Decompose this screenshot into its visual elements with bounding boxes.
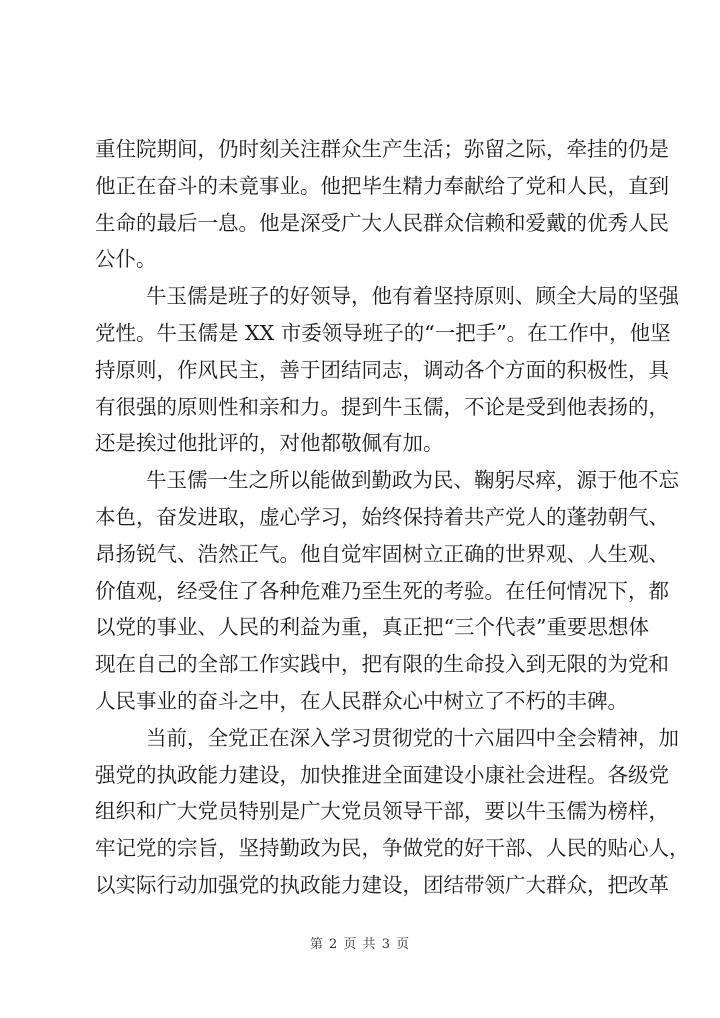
text-line: 牢记党的宗旨，坚持勤政为民，争做党的好干部、人民的贴心人， [95,836,690,861]
page-number-footer: 第 2 页 共 3 页 [309,937,411,952]
text-line: 组织和广大党员特别是广大党员领导干部，要以牛玉儒为榜样， [95,799,669,824]
text-line: 党性。牛玉儒是 XX 市委领导班子的“一把手”。在工作中，他坚 [95,320,671,345]
text-line: 本色，奋发进取，虚心学习，始终保持着共产党人的蓬勃朝气、 [95,504,669,529]
text-line: 重住院期间，仍时刻关注群众生产生活；弥留之际，牵挂的仍是 [95,137,669,161]
paragraph-first-line: 牛玉儒一生之所以能做到勤政为民、鞠躬尽瘁，源于他不忘 [146,468,679,493]
text-line: 还是挨过他批评的，对他都敬佩有加。 [95,431,444,456]
text-line: 他正在奋斗的未竟事业。他把毕生精力奉献给了党和人民，直到 [95,173,669,198]
paragraph-first-line: 当前，全党正在深入学习贯彻党的十六届四中全会精神，加 [146,725,679,750]
text-line: 公仆。 [95,247,157,272]
text-line: 人民事业的奋斗之中，在人民群众心中树立了不朽的丰碑。 [95,688,628,713]
paragraph-first-line: 牛玉儒是班子的好领导，他有着坚持原则、顾全大局的坚强 [146,284,679,309]
text-line: 强党的执政能力建设，加快推进全面建设小康社会进程。各级党 [95,762,669,787]
text-line: 现在自己的全部工作实践中，把有限的生命投入到无限的为党和 [95,652,669,677]
text-line: 生命的最后一息。他是深受广大人民群众信赖和爱戴的优秀人民 [95,210,669,235]
text-line: 有很强的原则性和亲和力。提到牛玉儒，不论是受到他表扬的， [95,394,669,419]
document-body [95,131,690,904]
text-line: 昂扬锐气、浩然正气。他自觉牢固树立正确的世界观、人生观、 [95,541,669,566]
text-line: 价值观，经受住了各种危难乃至生死的考验。在任何情况下，都 [95,578,669,603]
text-line: 持原则，作风民主，善于团结同志，调动各个方面的积极性，具 [95,357,669,382]
text-line: 以实际行动加强党的执政能力建设，团结带领广大群众，把改革 [95,872,669,897]
text-line: 以党的事业、人民的利益为重，真正把“三个代表”重要思想体 [95,615,649,640]
